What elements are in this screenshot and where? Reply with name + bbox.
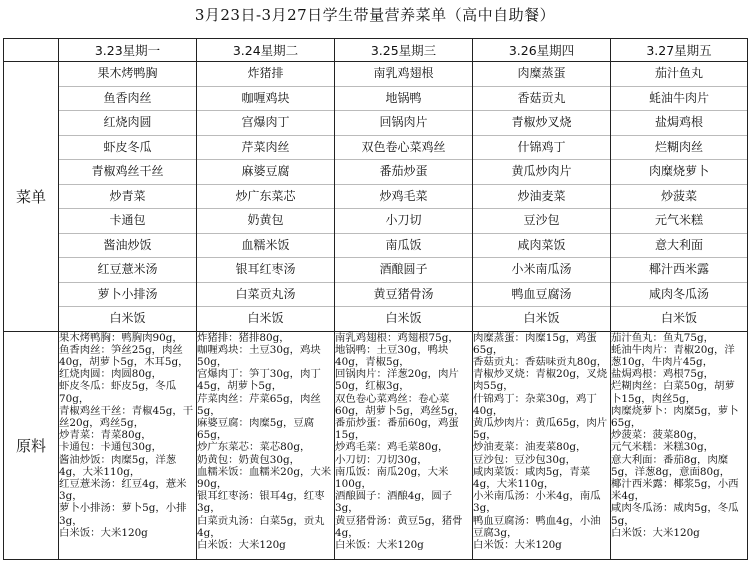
dish-item: 血糯米饭 [197,234,334,259]
menu-table [3,38,748,560]
ingredient-line: 元气米糕：米糕30g， [611,441,714,454]
ingredient-line: 白米饭：大米120g [59,526,148,539]
dish-item: 咸肉冬瓜汤 [611,283,747,308]
ingredient-line: 番茄炒蛋：番茄60g，鸡蛋 [335,416,459,429]
ingredient-line: 炒青菜：青菜80g， [59,429,152,442]
dish-column [335,62,473,332]
ingredient-line: 5g，洋葱8g，意面80g， [611,465,731,478]
ingredient-line: 虾皮冬瓜：虾皮5g，冬瓜 [59,380,177,393]
dish-item: 红豆薏米汤 [59,258,196,283]
dish-item: 地锅鸭 [335,87,472,112]
ingredient-line: 银耳红枣汤：银耳4g，红枣 [197,490,325,503]
ingredient-line: 南乳鸡翅根：鸡翅根75g， [335,331,459,344]
dish-item: 黄瓜炒肉片 [473,160,610,185]
ingredient-line: 青椒炒叉烧：青椒20g，叉烧 [473,368,608,381]
ingredient-line: 芹菜肉丝：芹菜65g，肉丝 [197,392,321,405]
dish-item: 炒菠菜 [611,185,747,210]
ingredient-line: 米4g， [611,490,646,503]
dish-item: 鸭血豆腐汤 [473,283,610,308]
ingredient-line: 50g，红椒3g， [335,380,410,393]
ingredient-column [197,331,335,560]
dishes-row [4,62,748,332]
ingredient-line: 酒酿圆子：酒酿4g，圆子 [335,490,453,503]
ingredient-line: 豆沙包：豆沙包30g， [473,453,576,466]
ingredient-line: 卜15g，肉丝5g， [611,392,697,405]
dishes-row-label: 菜单 [4,62,59,332]
ingredient-line: 酱油炒饭：肉糜5g，洋葱 [59,453,177,466]
ingredient-line: 红烧肉圆：肉圆80g， [59,368,162,381]
ingredient-line: 蚝油牛肉片：青椒20g，洋 [611,343,735,356]
ingredient-line: 肉55g， [473,380,514,393]
dish-item: 萝卜小排汤 [59,283,196,308]
ingredient-line: 丝20g，鸡丝5g， [59,416,145,429]
ingredient-line: 5g， [473,429,497,442]
dish-item: 元气米糕 [611,209,747,234]
ingredient-line: 炒菠菜：菠菜80g， [611,429,704,442]
dish-item: 小米南瓜汤 [473,258,610,283]
dish-item: 什锦鸡丁 [473,136,610,161]
dish-item: 咖喱鸡块 [197,87,334,112]
ingredient-column [473,331,611,560]
dish-item: 南瓜饭 [335,234,472,259]
ingredient-line: 红豆薏米汤：红豆4g，薏米 [59,477,187,490]
ingredient-line: 60g，胡萝卜5g，鸡丝5g， [335,404,465,417]
ingredient-line: 4g， [197,526,221,539]
ingredient-line: 豆腐3g， [473,526,518,539]
ingredients-row [4,331,748,560]
dish-item: 炒广东菜芯 [197,185,334,210]
dish-item: 酒酿圆子 [335,258,472,283]
ingredient-column [59,331,197,560]
ingredient-line: 40g，青椒5g， [335,355,410,368]
ingredient-line: 什锦鸡丁：杂菜30g，鸡丁 [473,392,597,405]
dish-item: 白菜贡丸汤 [197,283,334,308]
ingredient-line: 70g， [59,392,90,405]
ingredient-line: 90g， [197,477,228,490]
header-row [4,39,748,62]
ingredient-line: 南瓜饭：南瓜20g，大米 [335,465,449,478]
dish-item: 红烧肉圆 [59,111,196,136]
ingredient-line: 肉糜蒸蛋：肉糜15g，鸡蛋 [473,331,597,344]
ingredient-line: 4g，大米110g， [473,477,555,490]
ingredient-line: 4g， [335,526,359,539]
dish-item: 茄汁鱼丸 [611,62,747,87]
ingredient-line: 15g， [335,429,366,442]
ingredient-line: 白米饭：大米120g [197,538,286,551]
dish-item: 白米饭 [385,311,422,325]
dish-item: 果木烤鸭胸 [59,62,196,87]
ingredient-line: 40g， [473,404,504,417]
dish-column [473,62,611,332]
ingredient-line: 炒油麦菜：油麦菜80g， [473,441,587,454]
dish-item: 回锅肉片 [335,111,472,136]
dish-item: 炒鸡毛菜 [335,185,472,210]
ingredient-column [611,331,748,560]
dish-item: 麻婆豆腐 [197,160,334,185]
day-header-wed: 3.25星期三 [335,39,473,62]
dish-item: 奶黄包 [197,209,334,234]
ingredient-line: 白米饭：大米120g [473,538,562,551]
dish-column [197,62,335,332]
ingredient-line: 血糯米饭：血糯米20g，大米 [197,465,332,478]
dish-item: 白米饭 [523,311,560,325]
ingredient-line: 鱼香肉丝：笋丝25g，肉丝 [59,343,183,356]
ingredient-line: 5g， [611,514,635,527]
ingredient-line: 奶黄包：奶黄包30g， [197,453,300,466]
dish-item: 宫爆肉丁 [197,111,334,136]
dish-item: 烂糊肉丝 [611,136,747,161]
ingredient-line: 回锅肉片：洋葱20g，肉片 [335,368,459,381]
ingredient-line: 咖喱鸡块：土豆30g，鸡块 [197,343,321,356]
ingredient-line: 65g， [473,343,504,356]
ingredient-line: 白米饭：大米120g [335,538,424,551]
dish-item: 肉糜烧萝卜 [611,160,747,185]
ingredient-line: 肉糜烧萝卜：肉糜5g，萝卜 [611,404,739,417]
dish-item: 炒油麦菜 [473,185,610,210]
dish-item: 白米饭 [247,311,284,325]
ingredient-line: 青椒鸡丝干丝：青椒45g，干 [59,404,194,417]
ingredient-line: 烂糊肉丝：白菜50g，胡萝 [611,380,735,393]
dish-item: 炸猪排 [197,62,334,87]
dish-item: 卡通包 [59,209,196,234]
page-title: 3月23日-3月27日学生带量营养菜单（高中自助餐） [194,6,556,24]
ingredient-line: 黄豆猪骨汤：黄豆5g，猪骨 [335,514,463,527]
ingredient-line: 白菜贡丸汤：白菜5g，贡丸 [197,514,325,527]
ingredient-line: 葱10g，牛肉片45g， [611,355,714,368]
ingredient-line: 果木烤鸭胸：鸭胸肉90g， [59,331,183,344]
dish-item: 豆沙包 [473,209,610,234]
ingredient-line: 鸭血豆腐汤：鸭血4g，小油 [473,514,601,527]
ingredient-line: 3g， [197,502,221,515]
ingredient-line: 炒广东菜芯：菜芯80g， [197,441,311,454]
dish-item: 盐焗鸡根 [611,111,747,136]
ingredient-line: 5g， [197,404,221,417]
ingredient-line: 卡通包：卡通包30g， [59,441,162,454]
ingredient-line: 香菇贡丸：香菇味贡丸80g， [473,355,608,368]
ingredient-line: 咸肉菜饭：咸肉5g，青菜 [473,465,591,478]
ingredient-line: 3g， [59,514,83,527]
ingredient-line: 萝卜小排汤：萝卜5g，小排 [59,502,187,515]
dish-item: 椰汁西米露 [611,258,747,283]
dish-item: 蚝油牛肉片 [611,87,747,112]
ingredient-line: 双色卷心菜鸡丝：卷心菜 [335,392,450,405]
ingredient-line: 小刀切：刀切30g， [335,453,428,466]
ingredient-line: 宫爆肉丁：笋丁30g，肉丁 [197,368,321,381]
ingredient-line: 65g， [611,416,642,429]
ingredient-line: 盐焗鸡根：鸡根75g， [611,368,714,381]
dish-item: 银耳红枣汤 [197,258,334,283]
dish-item: 黄豆猪骨汤 [335,283,472,308]
ingredient-line: 炒鸡毛菜：鸡毛菜80g， [335,441,449,454]
dish-column [59,62,197,332]
dish-item: 鱼香肉丝 [59,87,196,112]
dish-item: 南乳鸡翅根 [335,62,472,87]
ingredient-line: 45g，胡萝卜5g， [197,380,283,393]
day-header-thu: 3.26星期四 [473,39,611,62]
dish-item: 芹菜肉丝 [197,136,334,161]
ingredient-line: 50g， [197,355,228,368]
ingredient-line: 麻婆豆腐：肉糜5g，豆腐 [197,416,315,429]
ingredient-line: 咸肉冬瓜汤：咸肉5g，冬瓜 [611,502,739,515]
dish-item: 白米饭 [660,311,697,325]
dish-item: 青椒鸡丝干丝 [59,160,196,185]
day-header-fri: 3.27星期五 [611,39,748,62]
ingredient-column [335,331,473,560]
ingredient-line: 炸猪排：猪排80g， [197,331,290,344]
ingredient-line: 地锅鸭：土豆30g，鸭块 [335,343,449,356]
dish-item: 青椒炒叉烧 [473,111,610,136]
dish-item: 虾皮冬瓜 [59,136,196,161]
dish-item: 咸肉菜饭 [473,234,610,259]
ingredients-row-label: 原料 [4,331,59,560]
ingredient-line: 3g， [335,502,359,515]
ingredient-line: 100g， [335,477,372,490]
dish-item: 番茄炒蛋 [335,160,472,185]
day-header-mon: 3.23星期一 [59,39,197,62]
corner-cell [4,39,59,62]
ingredient-line: 3g， [59,490,83,503]
ingredient-line: 3g， [473,502,497,515]
dish-item: 酱油炒饭 [59,234,196,259]
dish-item: 小刀切 [335,209,472,234]
ingredient-line: 65g， [197,429,228,442]
ingredient-line: 4g，大米110g， [59,465,141,478]
ingredient-line: 小米南瓜汤：小米4g，南瓜 [473,490,601,503]
ingredient-line: 意大利面：番茄8g，肉糜 [611,453,729,466]
ingredient-line: 茄汁鱼丸：鱼丸75g， [611,331,714,344]
dish-item: 香菇贡丸 [473,87,610,112]
day-header-tue: 3.24星期二 [197,39,335,62]
dish-item: 意大利面 [611,234,747,259]
ingredient-line: 40g，胡萝卜5g，木耳5g， [59,355,189,368]
dish-item: 白米饭 [109,311,146,325]
dish-item: 炒青菜 [59,185,196,210]
ingredient-line: 白米饭：大米120g [611,526,700,539]
ingredient-line: 黄瓜炒肉片：黄瓜65g，肉片 [473,416,608,429]
dish-item: 双色卷心菜鸡丝 [335,136,472,161]
ingredient-line: 椰汁西米露：椰浆5g，小西 [611,477,739,490]
dish-column [611,62,748,332]
dish-item: 肉糜蒸蛋 [473,62,610,87]
